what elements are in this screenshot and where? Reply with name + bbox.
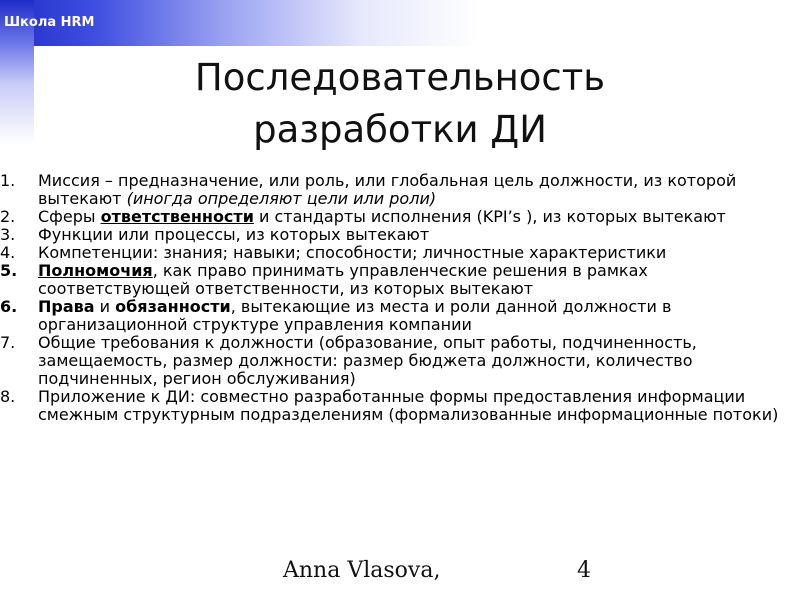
footer-author: Anna Vlasova, (283, 558, 441, 583)
list-item-4 (0, 244, 800, 262)
italic-note: (иногда определяют цели или роли) (126, 189, 437, 208)
list-text: Общие требования к должности (образование, опыт работы, подчиненность, замещаемость, размер должности: размер бюджета должности, количество подчиненных, регион обслуживания) (38, 333, 697, 388)
list-item-1 (0, 172, 800, 208)
emphasis-term: Полномочия (38, 261, 153, 280)
list-number: 6. (0, 297, 18, 316)
list-item-2 (0, 208, 800, 226)
list-text: Функции или процессы, из которых вытекают (38, 225, 430, 244)
numbered-list (0, 172, 800, 424)
title-line-2: разработки ДИ (253, 108, 547, 151)
text-segment: Миссия – предназначение, или роль, или глобальная цель должности, из которой вытекают (38, 171, 737, 208)
list-text: Компетенции: знания; навыки; способности; личностные характеристики (38, 243, 667, 262)
header-gradient-bar (0, 0, 800, 46)
text-segment: , вытекающие из места и роли данной должности в организационной структуре управления компании (38, 297, 672, 334)
text-segment: и стандарты исполнения (KPI’s ), из которых вытекают (253, 207, 726, 226)
list-number: 7. (0, 333, 16, 352)
emphasis-term: Права (38, 297, 95, 316)
list-item-6 (0, 298, 800, 334)
list-item-7 (0, 334, 800, 388)
list-text: Приложение к ДИ: совместно разработанные формы предоставления информации смежным структурным подразделениям (формализованные информационные потоки) (38, 387, 779, 424)
text-segment: и (94, 297, 116, 316)
list-number: 5. (0, 261, 18, 280)
page-number: 4 (577, 558, 591, 583)
list-text (38, 262, 800, 298)
list-item-3 (0, 226, 800, 244)
list-text (38, 208, 800, 226)
emphasis-term: обязанности (115, 297, 231, 316)
list-item-5 (0, 262, 800, 298)
brand-label: Школа HRM (4, 15, 95, 30)
list-text (38, 172, 800, 208)
text-segment: , как право принимать управленческие решения в рамках соответствующей ответственности, из которых вытекают (38, 261, 648, 298)
title-line-1: Последовательность (194, 56, 606, 99)
list-number: 3. (0, 225, 16, 244)
slide-title (0, 52, 800, 156)
list-number: 1. (0, 171, 16, 190)
emphasis-term: ответственности (100, 207, 254, 226)
list-item-8 (0, 388, 800, 424)
list-number: 2. (0, 207, 16, 226)
text-segment: Сферы (38, 207, 101, 226)
list-text (38, 298, 800, 334)
list-number: 4. (0, 243, 16, 262)
list-number: 8. (0, 387, 16, 406)
